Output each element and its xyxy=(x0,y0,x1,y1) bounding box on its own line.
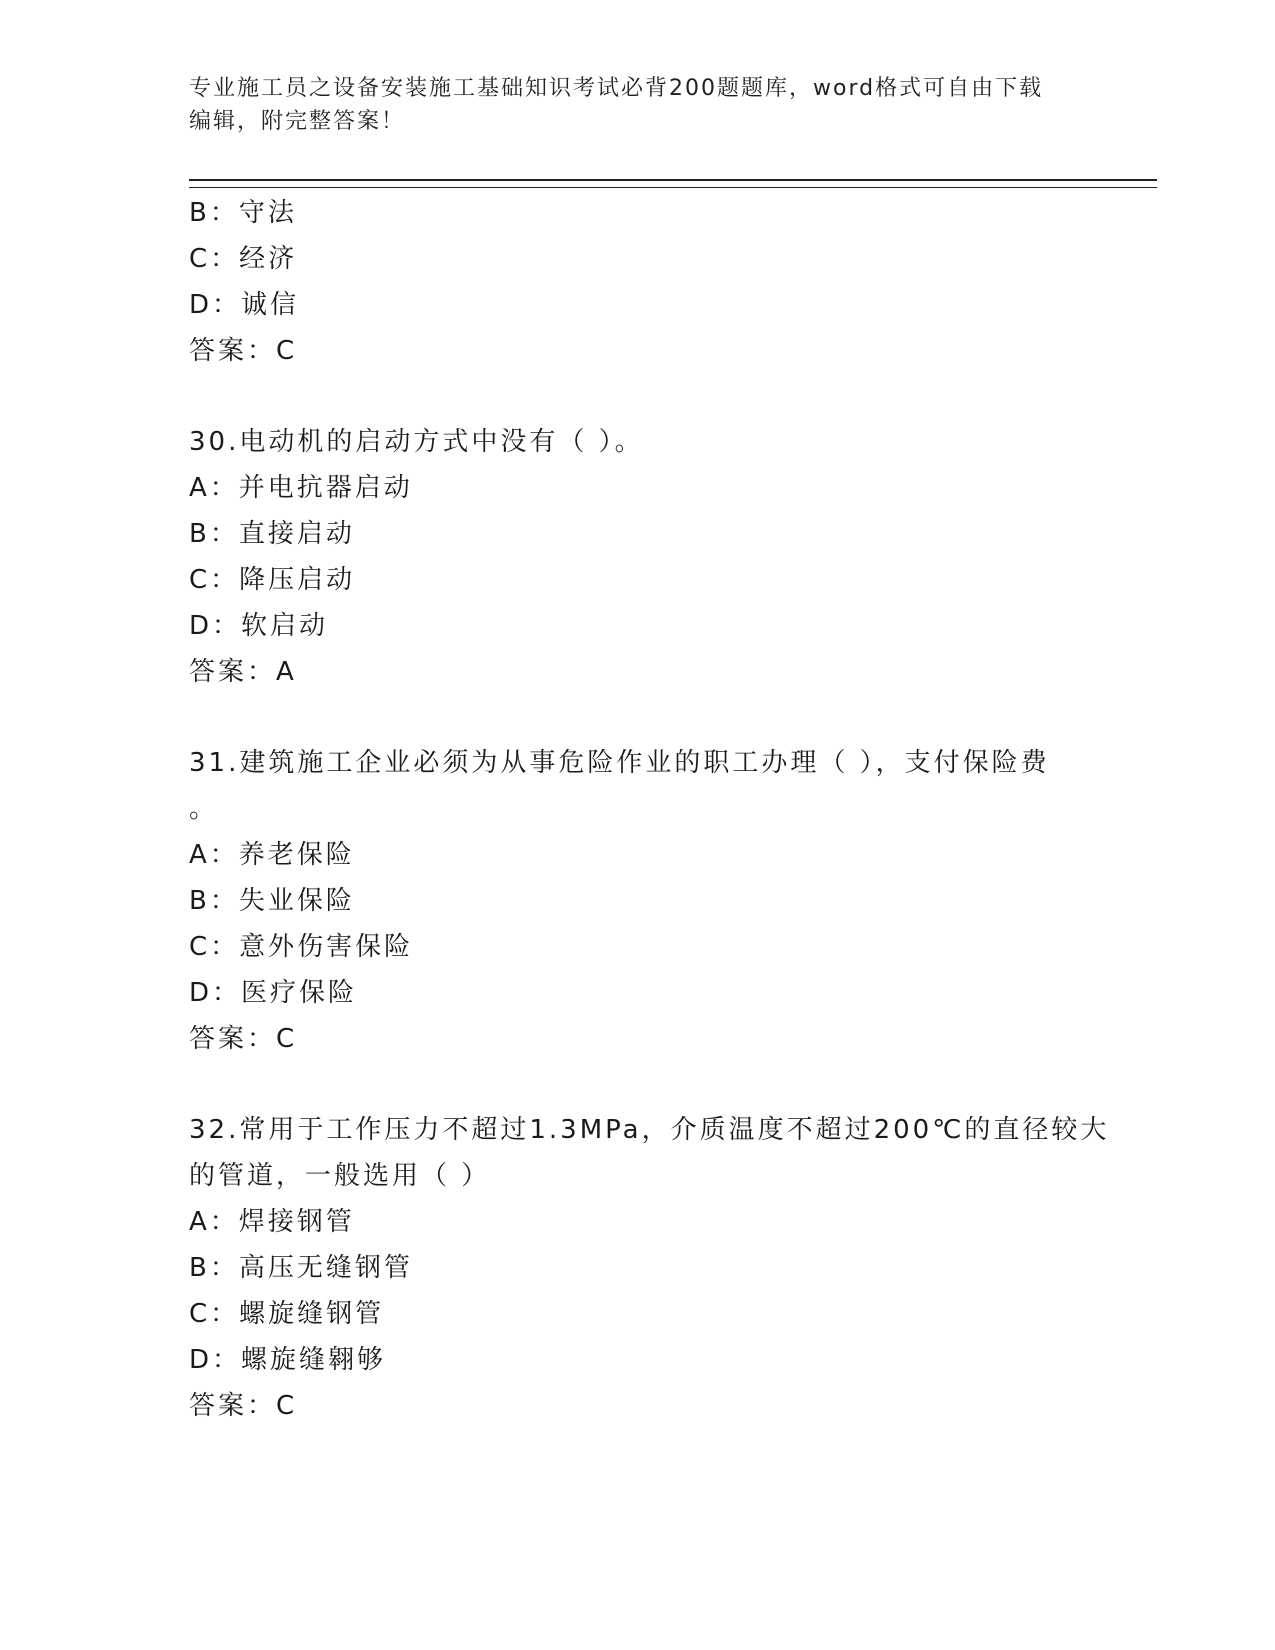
option-d: D：诚信 xyxy=(189,290,300,320)
option-c: C：螺旋缝钢管 xyxy=(189,1299,385,1329)
question-title: 30.电动机的启动方式中没有（ ）。 xyxy=(189,427,644,457)
option-a: A：养老保险 xyxy=(189,840,355,870)
document-body xyxy=(189,190,1110,1429)
option-a: A：并电抗器启动 xyxy=(189,473,413,503)
option-d: D：软启动 xyxy=(189,611,329,641)
document-header xyxy=(189,72,1089,138)
spacer xyxy=(189,695,1089,740)
answer-line: 答案：C xyxy=(189,1024,298,1054)
question-title: 31.建筑施工企业必须为从事危险作业的职工办理（ ），支付保险费 xyxy=(189,748,1050,778)
answer-line: 答案：A xyxy=(189,657,297,687)
option-a: A：焊接钢管 xyxy=(189,1207,355,1237)
question-block-32 xyxy=(189,1107,1110,1429)
option-d: D：螺旋缝翱够 xyxy=(189,1345,387,1375)
question-title-continuation: 的管道，一般选用（ ） xyxy=(189,1161,491,1191)
option-b: B：守法 xyxy=(189,198,297,228)
header-divider xyxy=(189,179,1157,188)
answer-line: 答案：C xyxy=(189,1391,298,1421)
question-title-continuation: 。 xyxy=(189,794,219,824)
option-d: D：医疗保险 xyxy=(189,978,358,1008)
answer-line: 答案：C xyxy=(189,336,298,366)
option-b: B：高压无缝钢管 xyxy=(189,1253,413,1283)
question-title: 32.常用于工作压力不超过1.3MPa，介质温度不超过200℃的直径较大 xyxy=(189,1115,1110,1145)
spacer xyxy=(189,374,1089,419)
question-block-31 xyxy=(189,740,1089,1062)
option-b: B：失业保险 xyxy=(189,886,355,916)
option-c: C：降压启动 xyxy=(189,565,356,595)
spacer xyxy=(189,1062,1089,1107)
option-b: B：直接启动 xyxy=(189,519,355,549)
question-block-30 xyxy=(189,419,1089,695)
question-block-continued xyxy=(189,190,1089,374)
option-c: C：经济 xyxy=(189,244,298,274)
option-c: C：意外伤害保险 xyxy=(189,932,414,962)
header-line-2: 编辑，附完整答案！ xyxy=(189,109,406,134)
header-line-1: 专业施工员之设备安装施工基础知识考试必背200题题库，word格式可自由下载 xyxy=(189,76,1044,101)
